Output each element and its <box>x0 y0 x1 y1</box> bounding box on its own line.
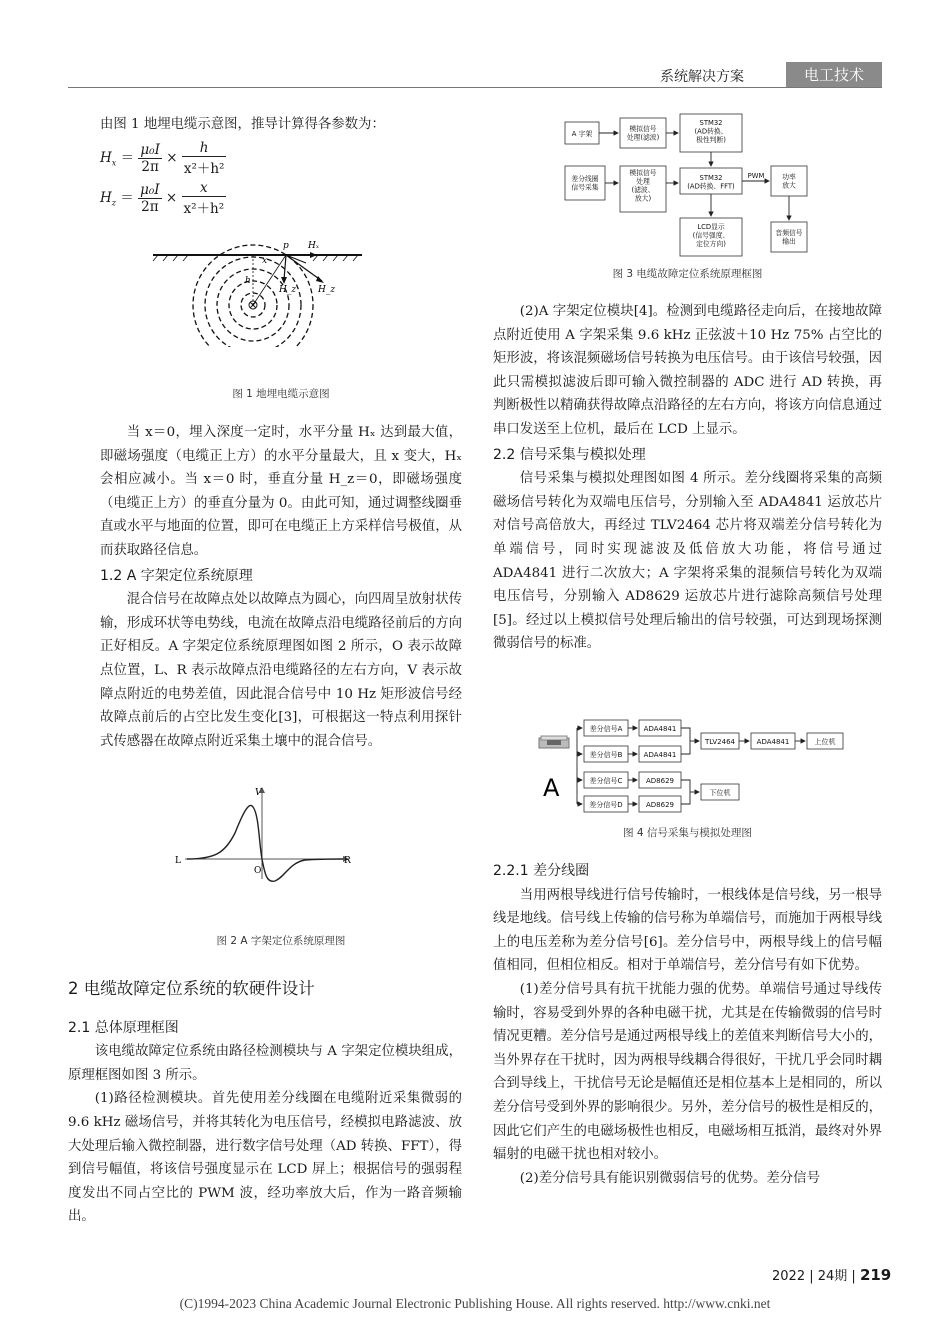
fig1-label-hx: Hₓ <box>308 241 320 251</box>
right-body-2 <box>493 860 882 1190</box>
formula-hx: $H_x$ ＝ $\frac{\text{μ₀I}}{2\pi}$ × $\frac{h}{\text{x²＋h²}}$ <box>100 140 225 177</box>
fig4-sig-a: 差分信号A <box>589 725 623 733</box>
fig1-label-h: h <box>245 276 251 286</box>
right-body-1 <box>493 300 882 656</box>
paragraph-anti-interference: (1)差分信号具有抗干扰能力强的优势。单端信号通过导线传输时，容易受到外界的各种电磁干扰，尤其是在传输微弱的信号时情况更糟。差分信号是通过两根导线上的差值来判断信号大小的，当外界存在干扰时，因为两根导线耦合得很好，干扰几乎会同时耦合到导线上，干扰信号无论是幅值还是相位基本上是相同的，所以差分信号受到外界的影响很少。另外，差分信号的极性是相反的，因此它们产生的电磁场极性也相反，电磁场相互抵消，最终对外界辐射的电磁干扰也相对较小。 <box>493 981 882 1163</box>
fig4-ada4841-1: ADA4841 <box>643 725 677 733</box>
figure-3-block-diagram <box>560 110 822 260</box>
page-number: 219 <box>859 1266 892 1284</box>
fig4-big-a: A <box>543 774 560 802</box>
copyright-line: (C)1994-2023 China Academic Journal Electronic Publishing House. All rights reserved. http://www.cnki.net <box>179 1296 771 1311</box>
fig4-ad8629-2: AD8629 <box>646 801 674 809</box>
fig2-label-v: V <box>255 788 262 798</box>
fig4-sig-b: 差分信号B <box>589 751 623 759</box>
figure-2-caption: 图 2 A 字架定位系统原理图 <box>216 935 346 947</box>
fig4-ad8629-1: AD8629 <box>646 777 674 785</box>
fig3-lcd-display: LCD显示(信号强度、定位方向) <box>692 223 730 248</box>
fig4-upper-computer: 上位机 <box>814 738 836 746</box>
left-body-2 <box>68 977 462 1229</box>
fig4-lower-computer: 下位机 <box>709 789 731 797</box>
fig2-label-l: L <box>175 856 181 866</box>
fig3-analog-amp: 模拟信号处理(滤波、放大) <box>629 169 657 203</box>
formula-hz: $H_z$ ＝ $\frac{\text{μ₀I}}{2\pi}$ × $\frac{x}{\text{x²＋h²}}$ <box>100 180 225 217</box>
paragraph-overview: 该电缆故障定位系统由路径检测模块与 A 字架定位模块组成，原理框图如图 3 所示。 <box>68 1044 462 1083</box>
fig4-ada4841-3: ADA4841 <box>756 738 790 746</box>
fig1-label-p: p <box>283 241 289 251</box>
fig2-label-o: O <box>254 866 262 876</box>
fig4-sig-c: 差分信号C <box>589 777 623 785</box>
figure-3-caption: 图 3 电缆故障定位系统原理框图 <box>612 268 763 280</box>
figure-4-caption: 图 4 信号采集与模拟处理图 <box>623 827 752 839</box>
left-body-1 <box>100 421 462 753</box>
fig4-ada4841-2: ADA4841 <box>643 751 677 759</box>
section-2-1-heading: 2.1 总体原理框图 <box>68 1019 179 1036</box>
intro-text: 由图 1 地埋电缆示意图，推导计算得各参数为： <box>100 117 385 132</box>
paragraph-a-frame-principle: 混合信号在故障点处以故障点为圆心，向四周呈放射状传输，形成环状等电势线，电流在故障点沿电缆路径前后的方向正好相反。A 字架定位系统原理图如图 2 所示，O 表示故障点位置，L、R 表示故障点沿电缆路径的左右方向，V 表示故障点附近的电势差值，因此混合信号中 10 Hz 矩形波信号经故障点前后的占空比发生变化[3]，可根据这一特点利用探针式传感器在故障点附近采集土壤中的混合信号。 <box>100 592 462 749</box>
header-section: 系统解决方案 <box>660 69 744 85</box>
figure-1-caption: 图 1 地埋电缆示意图 <box>232 388 330 400</box>
figure-4-signal-chain <box>535 716 865 816</box>
paragraph-differential-coil: 当用两根导线进行信号传输时，一根线体是信号线，另一根导线是地线。信号线上传输的信号称为单端信号，而施加于两根导线上的电压差称为差分信号[6]。差分信号中，两根导线上的信号幅值相同，但相位相反。相对于单端信号，差分信号有如下优势。 <box>493 887 882 974</box>
figure-1-buried-cable <box>150 235 370 347</box>
fig3-audio-out: 音频信号输出 <box>775 229 803 246</box>
footer-issue: 2022 | 24期 | <box>772 1269 856 1284</box>
fig4-sig-d: 差分信号D <box>589 801 623 809</box>
fig3-analog-filter: 模拟信号处理(滤波) <box>626 125 660 142</box>
fig3-stm32-polarity: STM32 (AD转换、极性判断) <box>694 119 728 144</box>
header-journal: 电工技术 <box>786 62 882 88</box>
paragraph-signal-acquisition: 信号采集与模拟处理图如图 4 所示。差分线圈将采集的高频磁场信号转化为双端电压信号，分别输入至 ADA4841 运放芯片对信号高倍放大，再经过 TLV2464 芯片将双端差分信号转化为单端信号，同时实现滤波及低倍放大功能，将信号通过 ADA4841 进行二次放大；A 字架将采集的混频信号转化为双端电压信号，分别输入 AD8629 运放芯片进行滤除高频信号处理[5]。经过以上模拟信号处理后输出的信号较强，可达到现场探测微弱信号的标准。 <box>493 471 882 652</box>
section-2-2-heading: 2.2 信号采集与模拟处理 <box>493 446 646 463</box>
left-intro <box>100 113 460 137</box>
paragraph-a-frame-module: (2)A 字架定位模块[4]。检测到电缆路径走向后，在接地故障点附近使用 A 字架采集 9.6 kHz 正弦波＋10 Hz 75% 占空比的矩形波，将该混频磁场信号转换为电压信号。由于该信号较强，因此只需模拟滤波后即可输入微控制器的 ADC 进行 AD 转换，再判断极性以精确获得故障点沿路径的左右方向，将该方向信息通过串口发送至上位机，最后在 LCD 上显示。 <box>493 304 882 437</box>
fig1-label-x: x <box>262 256 268 266</box>
section-2-2-1-heading: 2.2.1 差分线圈 <box>493 863 590 879</box>
coil-device-illustration <box>539 736 569 748</box>
page-footer <box>772 1265 891 1284</box>
paragraph-path-detection: (1)路径检测模块。首先使用差分线圈在电缆附近采集微弱的 9.6 kHz 磁场信号，并将其转化为电压信号，经模拟电路滤波、放大处理后输入微控制器，进行数字信号处理（AD 转换、FFT），得到信号幅值，将该信号强度显示在 LCD 屏上；根据信号的强弱程度发出不同占空比的 PWM 波，经功率放大后，作为一路音频输出。 <box>68 1091 462 1225</box>
fig3-power-amp: 功率放大 <box>782 173 796 190</box>
section-2-heading: 2 电缆故障定位系统的软硬件设计 <box>68 979 315 998</box>
paragraph-field-analysis: 当 x＝0，埋入深度一定时，水平分量 Hₓ 达到最大值，即磁场强度（电缆正上方）的水平分量最大，且 x 变大，Hₓ 会相应减小。当 x＝0 时，垂直分量 H_z＝0，即磁场强度（电缆正上方）的垂直分量为 0。由此可知，通过调整线圈垂直或水平与地面的位置，即可在电缆正上方采样信号极值，从而获取路径信息。 <box>100 425 462 558</box>
fig3-stm32-fft: STM32 (AD转换、FFT) <box>687 174 735 191</box>
fig3-pwm-label: PWM <box>747 172 765 180</box>
fig4-tlv2464: TLV2464 <box>704 738 736 746</box>
paragraph-weak-signal: (2)差分信号具有能识别微弱信号的优势。差分信号 <box>519 1170 820 1186</box>
fig3-diff-coil: 差分线圈信号采集 <box>571 175 599 192</box>
fig3-a-frame: A 字架 <box>571 130 593 138</box>
section-1-2-heading: 1.2 A 字架定位系统原理 <box>100 567 253 584</box>
fig1-label-hz-right: H_z <box>318 285 336 295</box>
fig1-label-hz: H_z <box>279 285 297 295</box>
figure-2-a-frame-principle <box>175 783 355 883</box>
header-rule <box>68 87 882 88</box>
fig2-label-r: R <box>344 856 351 866</box>
